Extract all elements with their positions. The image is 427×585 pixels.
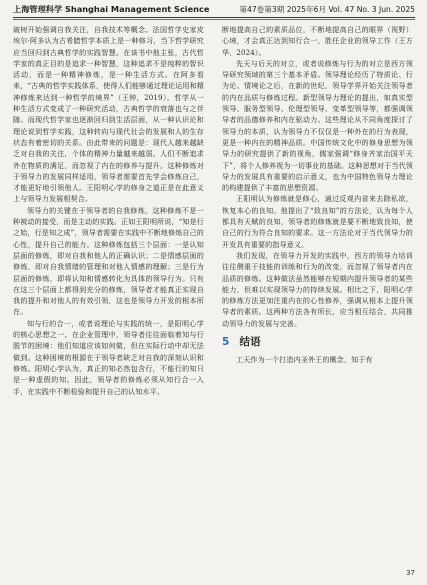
right-column bbox=[222, 24, 413, 569]
paragraph: 知与行的合一，或者说理论与实践的统一，是阳明心学的核心思想之一。在企业管理中，领导者往往面临着知与行脱节的困境：他们知道应该如何做，但在实际行动中却无法做到。这种困境的根源在于领导者缺乏对自我的深刻认识和修炼。阳明心学认为，真正的知必然包含行，不能行的知只是一种虚假的知。因此，领导者的修炼必须从知行合一入手，在实践中不断检验和提升自己的认知水平。 bbox=[13, 318, 204, 396]
paragraph: 断地提高自己的素质品位，不断地提高自己的眼界（视野）心境，才会真正达到知行合一，胜任企业的领导工作（王方华，2024）。 bbox=[222, 25, 413, 57]
left-column bbox=[13, 24, 204, 569]
paragraph: 先天与后天的对立，或者说修炼与行为的对立是西方领导研究领域的第三个基本矛盾。领导理论经历了特质论、行为论、情境论之后，在新的世纪，领导学界开始关注领导者的内在品质与修炼过程。新型领导力理论的提出，如真实型领导、服务型领导、伦理型领导、变革型领导等，都强调领导者的品德修养和内在驱动力。这些理论从不同角度探讨了领导力的本质，认为领导力不仅仅是一种外在的行为表现，更是一种内在的精神品质。中国传统文化中的修身思想为领导力的研究提供了新的视角，儒家强调“修身齐家治国平天下”，将个人修养视为一切事业的基础。这种思想对于当代领导力的发展具有重要的启示意义，也为中国特色领导力理论的构建提供了丰富的思想资源。 bbox=[222, 58, 413, 193]
page-number: 37 bbox=[406, 569, 415, 577]
section-number: 5 bbox=[222, 336, 230, 349]
section-heading bbox=[222, 335, 413, 349]
paragraph: 王阳明认为修炼就是修心，通过反观内省来去除私欲，恢复本心的良知。他提出了“致良知”的方法论，认为每个人都具有天赋的良知，领导者的修炼就是要不断地致良知，使自己的行为符合良知的要求。这一方法论对于当代领导力的开发具有重要的指导意义。 bbox=[222, 194, 413, 249]
header-rule-thin bbox=[13, 19, 415, 20]
journal-name: 上海管理科学 Shanghai Management Science bbox=[13, 4, 210, 14]
paragraph: 工天作为一个打造内圣外王的概念，知于有 bbox=[236, 355, 373, 365]
section-title: 结语 bbox=[239, 336, 261, 349]
issue-info: 第47卷第3期 2025年6月 Vol. 47 No. 3 Jun. 2025 bbox=[239, 5, 415, 14]
header-rule bbox=[13, 17, 415, 18]
paragraph: 我们发现，在领导力开发的实践中，西方的领导力培训往往侧重于技能的训练和行为的改变，而忽视了领导者内在品质的修炼。这种做法虽然能够在短期内提升领导者的某些能力，但难以实现领导力的持续发展。相比之下，阳明心学的修炼方法更加注重内在的心性修养，强调从根本上提升领导者的素质。这两种方法各有所长，应当相互结合，共同推动领导力的发展与完善。 bbox=[222, 250, 413, 328]
paragraph: 破树开始强调自我关注，自我技术等概念。法国哲学史家皮埃尔·阿多认为古希腊哲学本质上是一种修习，当下哲学研究应当回归到古典哲学的实践智慧。在该书中他主张，古代哲学家的真正目的是追求一种智慧，这种追求不是纯粹的智识活动，而是一种精神修炼，是一种生活方式。在阿多看来，“古典的哲学实践体系，使得人们能够通过理论运用和精神修炼来达到一种哲学的境界”（王钟，2019）。哲学从一种生活方式变成了一种研究活动，古典哲学的衰落也与之伴随。而现代哲学家也逐渐回归到生活层面，从一种认识论和理论说到哲学实践，这种转向与现代社会的发展和人的生存状态有着密切的关系。由此带来的问题是：现代人越来越缺乏对自我的关注，个体的精神力量越来越弱。人们不断追求外在物质的满足，而忽视了内在的修养与提升。这种修炼对于领导力的发展同样适用，领导者需要首先学会修炼自己，才能更好地引领他人。王阳明心学的修身之道正是在此意义上与领导力发展相契合。 bbox=[13, 25, 204, 204]
paragraph: 领导力的关键在于领导者的自我修炼，这种修炼不是一种被动的接受，而是主动的实践。正如王阳明所说，“知是行之始，行是知之成”，领导者需要在实践中不断地修炼自己的心性，提升自己的能力。这种修炼包括三个层面：一是认知层面的修炼，即对自我和他人的正确认识；二是情感层面的修炼，即对自我情绪的管理和对他人情感的理解；三是行为层面的修炼，即将认知和情感转化为具体的领导行为。只有在这三个层面上都得到充分的修炼，领导者才能真正实现自我的提升和对他人的有效引领，这也是领导力开发的根本所在。 bbox=[13, 205, 204, 317]
